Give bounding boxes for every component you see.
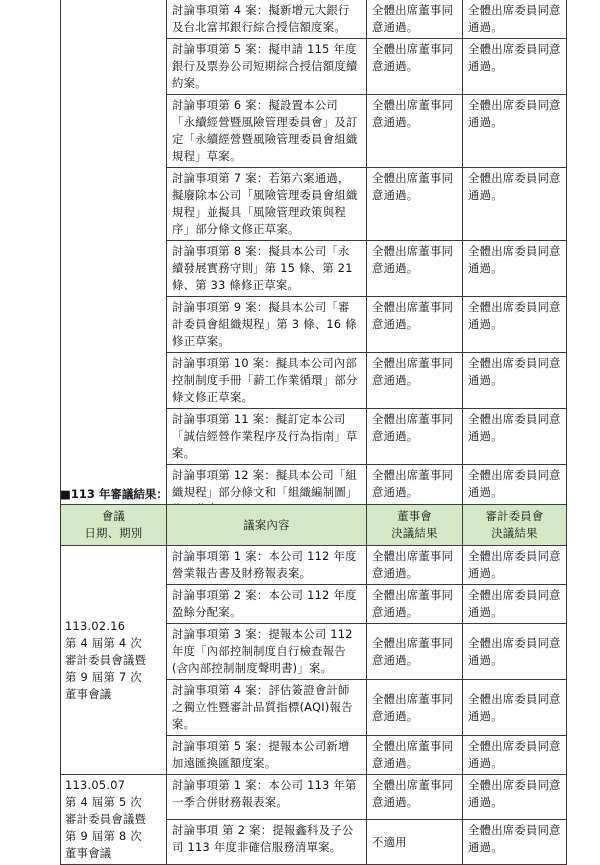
audit-result-cell: 全體出席委員同意通過。 xyxy=(463,39,567,95)
header-meeting: 會議 日期、期別 xyxy=(61,505,167,546)
proposal-cell: 討論事項第 1 案：本公司 112 年度營業報告書及財務報表案。 xyxy=(167,546,367,585)
meeting-cell: 113.02.16 第 4 屆第 4 次 審計委員會議暨 第 9 屆第 7 次 董事會議 xyxy=(61,546,167,775)
audit-result-cell: 全體出席委員同意通過。 xyxy=(463,168,567,241)
audit-result-cell: 全體出席委員同意通過。 xyxy=(463,624,567,680)
table-row xyxy=(61,546,567,585)
board-result-cell: 全體出席董事同意通過。 xyxy=(367,95,463,168)
board-result-cell: 不適用 xyxy=(367,820,463,865)
section-title: ■113 年審議結果： xyxy=(60,487,168,501)
audit-result-cell: 全體出席委員同意通過。 xyxy=(463,680,567,736)
proposal-cell: 討論事項第 8 案：擬具本公司「永續發展實務守則」第 15 條、第 21 條、第 33 條修正草案。 xyxy=(167,241,367,297)
audit-result-cell: 全體出席委員同意通過。 xyxy=(463,0,567,39)
audit-result-cell: 全體出席委員同意通過。 xyxy=(463,736,567,775)
meeting-cell-blank xyxy=(61,0,167,521)
proposal-cell: 討論事項第 12 案：擬具本公司「組織規程」部分條文和「組織編制圖」 xyxy=(167,465,367,521)
board-result-cell: 全體出席董事同意通過。 xyxy=(367,624,463,680)
board-result-cell: 全體出席董事同意通過。 xyxy=(367,736,463,775)
audit-result-cell: 全體出席委員同意通過。 xyxy=(463,353,567,409)
resolution-table-continued xyxy=(60,0,567,521)
board-result-cell: 全體出席董事同意通過。 xyxy=(367,0,463,39)
table-row xyxy=(61,775,567,820)
proposal-cell: 討論事項第 3 案：提報本公司 112 年度「內部控制制度自行檢查報告(含內部控制制度聲明書)」案。 xyxy=(167,624,367,680)
table-row xyxy=(61,0,567,39)
audit-result-cell: 全體出席委員同意通過。 xyxy=(463,585,567,624)
proposal-cell: 討論事項 第 2 案：提報鑫科及子公司 113 年度非確信服務清單案。 xyxy=(167,820,367,865)
proposal-cell: 討論事項第 11 案：擬訂定本公司「誠信經營作業程序及行為指南」草案。 xyxy=(167,409,367,465)
board-result-cell: 全體出席董事同意通過。 xyxy=(367,465,463,521)
proposal-cell: 討論事項第 4 案：評估簽證會計師之獨立性暨審計品質指標(AQI)報告案。 xyxy=(167,680,367,736)
board-result-cell: 全體出席董事同意通過。 xyxy=(367,409,463,465)
board-result-cell: 全體出席董事同意通過。 xyxy=(367,680,463,736)
audit-result-cell: 全體出席委員同意通過。 xyxy=(463,241,567,297)
board-result-cell: 全體出席董事同意通過。 xyxy=(367,168,463,241)
audit-result-cell: 全體出席委員同意通過。 xyxy=(463,297,567,353)
proposal-cell: 討論事項第 4 案：擬新增元大銀行及台北富邦銀行綜合授信額度案。 xyxy=(167,0,367,39)
resolution-table-113 xyxy=(60,504,567,865)
proposal-cell: 討論事項第 2 案：本公司 112 年度盈餘分配案。 xyxy=(167,585,367,624)
table-header-row xyxy=(61,505,567,546)
header-board-result: 董事會 決議結果 xyxy=(367,505,463,546)
board-result-cell: 全體出席董事同意通過。 xyxy=(367,241,463,297)
board-result-cell: 全體出席董事同意通過。 xyxy=(367,297,463,353)
audit-result-cell: 全體出席委員同意通過。 xyxy=(463,546,567,585)
board-result-cell: 全體出席董事同意通過。 xyxy=(367,775,463,820)
meeting-cell: 113.05.07 第 4 屆第 5 次 審計委員會議暨 第 9 屆第 8 次 董事會議 xyxy=(61,775,167,865)
audit-result-cell: 全體出席委員同意通過。 xyxy=(463,409,567,465)
proposal-cell: 討論事項第 9 案：擬具本公司「審計委員會組織規程」第 3 條、16 條修正草案。 xyxy=(167,297,367,353)
audit-result-cell: 全體出席委員同意通過。 xyxy=(463,95,567,168)
board-result-cell: 全體出席董事同意通過。 xyxy=(367,546,463,585)
proposal-cell: 討論事項第 1 案：本公司 113 年第一季合併財務報表案。 xyxy=(167,775,367,820)
audit-result-cell: 全體出席委員同意通過。 xyxy=(463,465,567,521)
proposal-cell: 討論事項第 7 案：若第六案通過，擬廢除本公司「風險管理委員會組織規程」並擬具「風險管理政策與程序」部分條文修正草案。 xyxy=(167,168,367,241)
proposal-cell: 討論事項第 6 案：擬設置本公司「永續經營暨風險管理委員會」及訂定「永續經營暨風險管理委員會組織規程」草案。 xyxy=(167,95,367,168)
proposal-cell: 討論事項第 10 案：擬具本公司內部控制制度手冊「薪工作業循環」部分條文修正草案。 xyxy=(167,353,367,409)
proposal-cell: 討論事項第 5 案：擬申請 115 年度銀行及票券公司短期綜合授信額度續約案。 xyxy=(167,39,367,95)
proposal-cell: 討論事項第 5 案：提報本公司新增加遠匯換匯額度案。 xyxy=(167,736,367,775)
board-result-cell: 全體出席董事同意通過。 xyxy=(367,353,463,409)
board-result-cell: 全體出席董事同意通過。 xyxy=(367,39,463,95)
header-audit-result: 審計委員會 決議結果 xyxy=(463,505,567,546)
audit-result-cell: 全體出席委員同意通過。 xyxy=(463,775,567,820)
header-content: 議案內容 xyxy=(167,505,367,546)
board-result-cell: 全體出席董事同意通過。 xyxy=(367,585,463,624)
audit-result-cell: 全體出席委員同意通過。 xyxy=(463,820,567,865)
